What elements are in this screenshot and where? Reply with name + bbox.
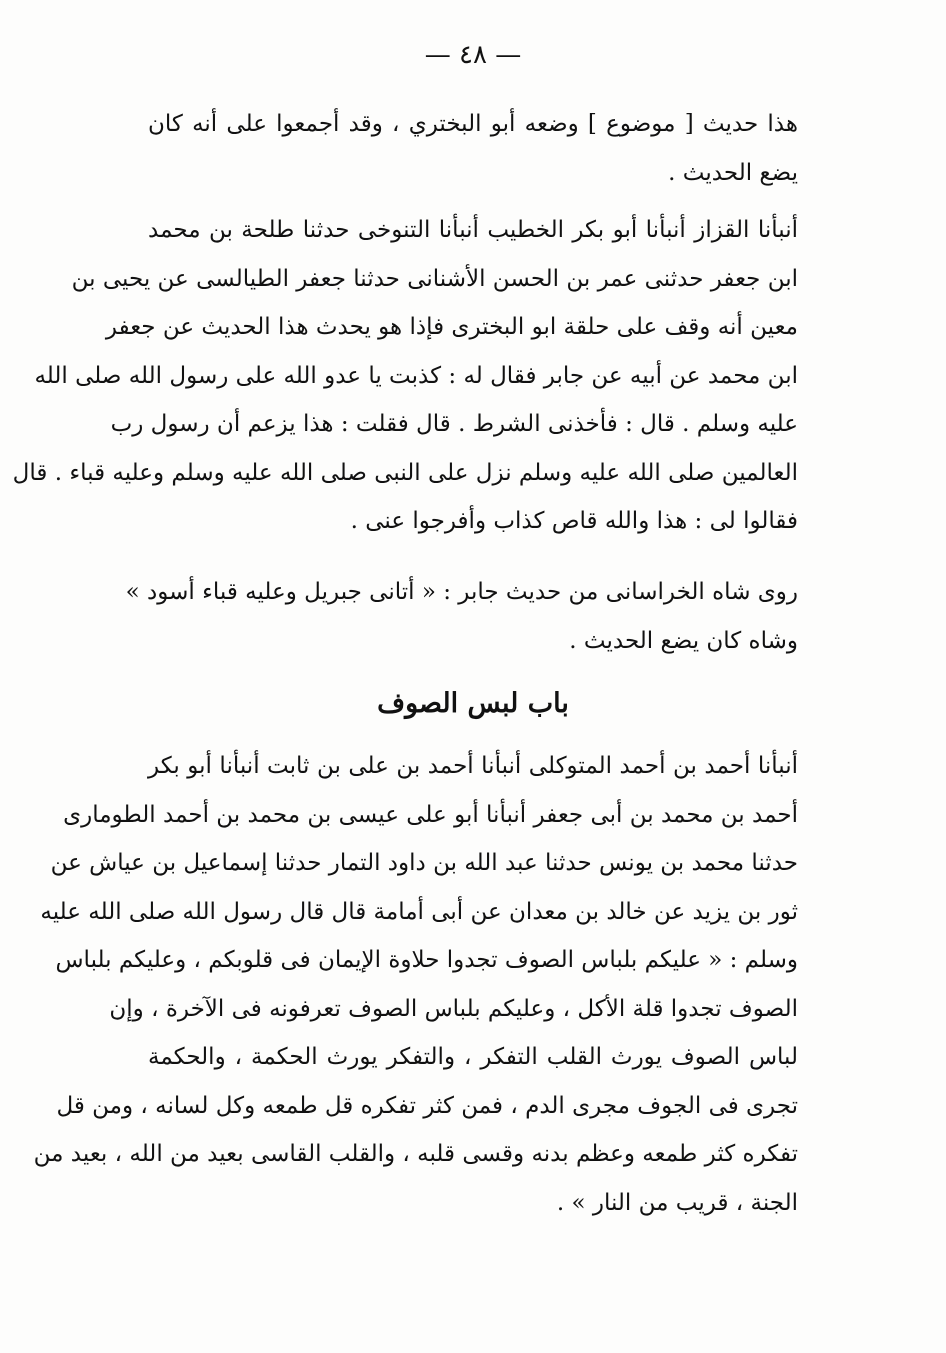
paragraph-1 (148, 100, 798, 197)
paragraph-line: معين أنه وقف على حلقة ابو البخترى فإذا هو يحدث هذا الحديث عن جعفر (105, 314, 798, 340)
paragraph-line: تجرى فى الجوف مجرى الدم ، فمن كثر تفكره قل طمعه وكل لسانه ، ومن قل (56, 1092, 798, 1119)
paragraph-line: لباس الصوف يورث القلب التفكر ، والتفكر يورث الحكمة ، والحكمة (148, 1044, 798, 1070)
paragraph-line: وشاه كان يضع الحديث . (569, 627, 798, 654)
paragraph-line: ابن محمد عن أبيه عن جابر فقال له : كذبت يا عدو الله على رسول الله صلى الله (34, 362, 798, 389)
paragraph-2 (12, 206, 798, 546)
paragraph-line: أحمد بن محمد بن أبى جعفر أنبأنا أبو على عيسى بن محمد بن أحمد الطومارى (63, 801, 798, 828)
paragraph-line: وسلم : « عليكم بلباس الصوف تجدوا حلاوة الإيمان فى قلوبكم ، وعليكم بلباس (55, 947, 798, 973)
paragraph-line: الصوف تجدوا قلة الأكل ، وعليكم بلباس الصوف تعرفونه فى الآخرة ، وإن (109, 995, 798, 1022)
paragraph-line: ثور بن يزيد عن خالد بن معدان عن أبى أمامة قال قال رسول الله صلى الله عليه (40, 898, 798, 925)
paragraph-line: العالمين صلى الله عليه وسلم نزل على النبى صلى الله عليه وسلم وعليه قباء . قال (12, 459, 798, 486)
paragraph-line: يضع الحديث . (668, 159, 798, 186)
paragraph-line: فقالوا لى : هذا والله قاص كذاب وأفرجوا عنى . (350, 508, 798, 534)
paragraph-line: هذا حديث [ موضوع ] وضعه أبو البختري ، وقد أجمعوا على أنه كان (148, 111, 798, 137)
paragraph-line: حدثنا محمد بن يونس حدثنا عبد الله بن داود التمار حدثنا إسماعيل بن عياش عن (50, 850, 798, 876)
paragraph-line: أنبأنا أحمد بن أحمد المتوكلى أنبأنا أحمد بن على بن ثابت أنبأنا أبو بكر (148, 753, 798, 779)
section-heading: باب لبس الصوف (377, 688, 569, 719)
paragraph-line: روى شاه الخراسانى من حديث جابر : « أتانى جبريل وعليه قباء أسود » (125, 579, 798, 605)
paragraph-line: الجنة ، قريب من النار » . (556, 1189, 798, 1216)
paragraph-3 (125, 568, 798, 665)
section-paragraph (33, 742, 798, 1227)
paragraph-line: تفكره كثر طمعه وعظم بدنه وقسى قلبه ، والقلب القاسى بعيد من الله ، بعيد من (33, 1141, 798, 1167)
paragraph-line: عليه وسلم . قال : فأخذنى الشرط . قال فقلت : هذا يزعم أن رسول رب (110, 411, 798, 437)
page-number: — ٤٨ — (424, 40, 522, 70)
paragraph-line: أنبأنا القزاز أنبأنا أبو بكر الخطيب أنبأنا التنوخى حدثنا طلحة بن محمد (148, 217, 798, 243)
paragraph-line: ابن جعفر حدثنى عمر بن الحسن الأشنانى حدثنا جعفر الطيالسى عن يحيى بن (71, 265, 798, 292)
